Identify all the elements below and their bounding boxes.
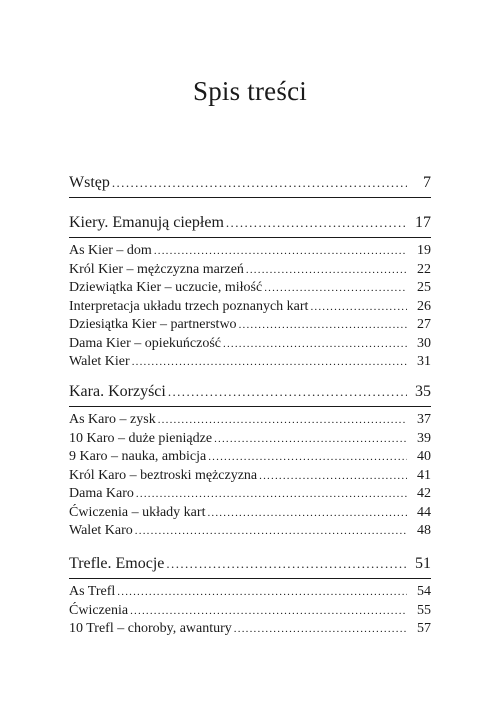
- toc-entry-page: 19: [417, 243, 431, 258]
- toc-entry: [69, 353, 431, 372]
- toc-entry: [69, 522, 431, 541]
- toc-entry-page: 55: [417, 602, 431, 618]
- toc-entry: [69, 411, 431, 430]
- toc-entry-page: 44: [417, 504, 431, 520]
- dot-leader: [239, 316, 407, 335]
- toc-entry-label: Król Karo – beztroski mężczyzna: [69, 467, 258, 483]
- toc-heading-label: Wstęp: [69, 174, 110, 191]
- toc-heading-label: Kara. Korzyści: [69, 383, 166, 400]
- toc-entry: [69, 448, 431, 467]
- dot-leader: [208, 448, 407, 467]
- toc-heading-page: 51: [415, 555, 431, 572]
- toc-entry-label: Walet Kier: [69, 354, 130, 369]
- toc-entry-label: Ćwiczenia – układy kart: [69, 504, 206, 520]
- toc-heading-label: Trefle. Emocje: [69, 555, 165, 572]
- dot-leader: [207, 504, 407, 523]
- section-divider: [69, 578, 431, 579]
- toc-entry-page: 27: [417, 317, 431, 332]
- dot-leader: [234, 620, 407, 639]
- toc-entry: [69, 485, 431, 504]
- toc-entry-label: 10 Trefl – choroby, awantury: [69, 621, 232, 636]
- toc-section-hearts: [69, 212, 431, 372]
- dot-leader: [223, 335, 407, 354]
- toc-entry-page: 30: [417, 335, 431, 351]
- toc-entry-label: 10 Karo – duże pieniądze: [69, 430, 213, 446]
- toc-section-diamonds: [69, 381, 431, 541]
- dot-leader: [130, 602, 407, 621]
- dot-leader: [112, 172, 407, 194]
- dot-leader: [310, 298, 407, 317]
- toc-entry: [69, 316, 431, 335]
- toc-entry: [69, 279, 431, 298]
- toc-heading: [69, 212, 431, 234]
- dot-leader: [136, 485, 407, 504]
- toc-heading-page: 17: [415, 214, 431, 231]
- dot-leader: [132, 353, 407, 372]
- dot-leader: [246, 261, 407, 280]
- toc-entry: [69, 430, 431, 449]
- toc-entry-page: 22: [417, 261, 431, 277]
- dot-leader: [166, 553, 407, 575]
- dot-leader: [259, 467, 407, 486]
- toc-entry-label: Interpretacja układu trzech poznanych kart: [69, 298, 309, 314]
- dot-leader: [154, 242, 407, 261]
- toc-section-clubs: [69, 553, 431, 639]
- toc-entry: [69, 504, 431, 523]
- toc-entry-label: As Trefl: [69, 584, 116, 599]
- section-divider: [69, 406, 431, 407]
- dot-leader: [226, 212, 407, 234]
- page-title: Spis treści: [193, 76, 307, 106]
- dot-leader: [117, 583, 407, 602]
- toc-entry-label: Walet Karo: [69, 523, 133, 538]
- toc-heading: [69, 381, 431, 403]
- toc-heading: [69, 553, 431, 575]
- toc-entry: [69, 583, 431, 602]
- toc-heading: [69, 172, 431, 194]
- toc-entry-label: As Kier – dom: [69, 243, 152, 258]
- dot-leader: [135, 522, 407, 541]
- dot-leader: [158, 411, 407, 430]
- dot-leader: [264, 279, 407, 298]
- toc-entry-page: 48: [417, 523, 431, 538]
- toc-entry-page: 39: [417, 430, 431, 446]
- toc-entry-page: 40: [417, 449, 431, 464]
- toc-entry: [69, 620, 431, 639]
- toc-entry-label: 9 Karo – nauka, ambicja: [69, 449, 207, 464]
- dot-leader: [168, 381, 407, 403]
- toc-entry-page: 37: [417, 412, 431, 427]
- toc-entry-page: 54: [417, 584, 431, 599]
- toc-entry-page: 31: [417, 354, 431, 369]
- toc-entry-page: 26: [417, 298, 431, 314]
- toc-entry-page: 57: [417, 621, 431, 636]
- toc-heading-page: 7: [423, 174, 431, 191]
- section-divider: [69, 197, 431, 198]
- toc-entry-page: 41: [417, 467, 431, 483]
- toc-entry: [69, 335, 431, 354]
- toc-entry-page: 42: [417, 486, 431, 501]
- toc-entry-label: Dziesiątka Kier – partnerstwo: [69, 317, 237, 332]
- toc-entry-label: Król Kier – mężczyzna marzeń: [69, 261, 244, 277]
- toc-entry-page: 25: [417, 280, 431, 295]
- toc-entry-label: Dama Kier – opiekuńczość: [69, 335, 221, 351]
- toc-entry: [69, 298, 431, 317]
- toc-entry-label: Ćwiczenia: [69, 602, 129, 618]
- toc-entry: [69, 602, 431, 621]
- toc-entry-label: Dama Karo: [69, 486, 134, 501]
- toc-section-intro: [69, 172, 431, 202]
- toc-heading-page: 35: [415, 383, 431, 400]
- dot-leader: [214, 430, 407, 449]
- toc-entry: [69, 242, 431, 261]
- toc-heading-label: Kiery. Emanują ciepłem: [69, 214, 224, 231]
- section-divider: [69, 237, 431, 238]
- toc-entry-label: As Karo – zysk: [69, 412, 156, 427]
- toc-entry-label: Dziewiątka Kier – uczucie, miłość: [69, 280, 263, 295]
- toc-entry: [69, 467, 431, 486]
- toc-entry: [69, 261, 431, 280]
